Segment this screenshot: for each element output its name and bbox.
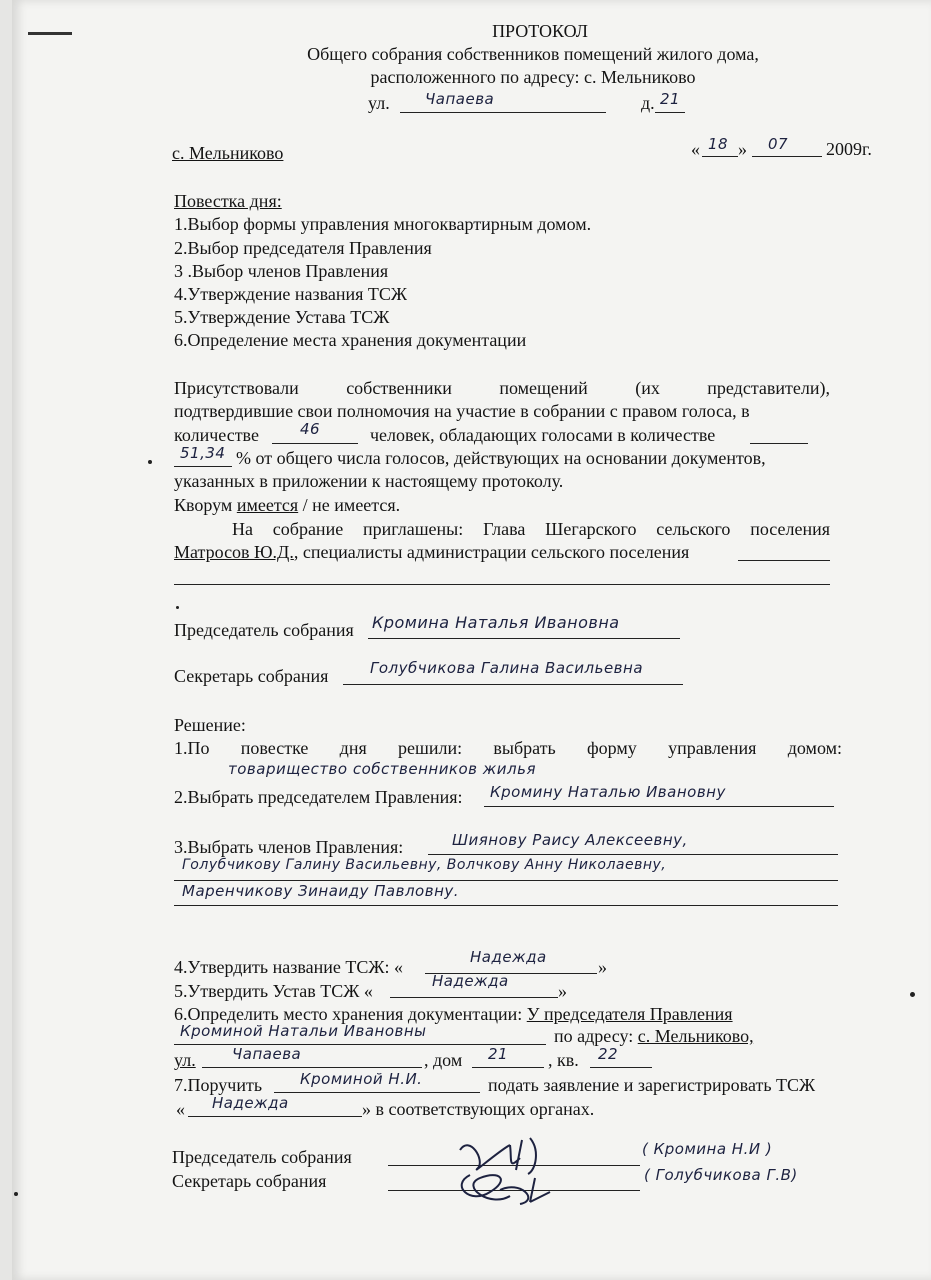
signature-scribble	[440, 1130, 580, 1210]
attendance-line-5: указанных в приложении к настоящему протоколу.	[174, 471, 564, 491]
decision-3: 3.Выбрать членов Правления:	[174, 837, 404, 857]
decision-6-dom-handwritten: 21	[488, 1045, 509, 1063]
chair-label: Председатель собрания	[174, 620, 354, 640]
agenda-title: Повестка дня:	[174, 191, 282, 211]
quorum-rest: / не имеется.	[302, 495, 401, 515]
house-handwritten: 21	[660, 90, 681, 108]
decision-5-underline	[390, 997, 558, 998]
decision-4-end: »	[598, 957, 607, 977]
agenda-item: 3 .Выбор членов Правления	[174, 261, 389, 281]
decision-6-kv-label: , кв.	[548, 1050, 579, 1070]
date-month-underline	[752, 156, 822, 157]
place: с. Мельниково	[172, 143, 284, 163]
street-prefix: ул.	[368, 93, 390, 113]
agenda-item: 5.Утверждение Устава ТСЖ	[174, 307, 390, 327]
secretary-underline	[343, 684, 683, 685]
decision-6-dom-underline	[472, 1067, 544, 1068]
secretary-label: Секретарь собрания	[174, 666, 329, 686]
attendance-line-1: Присутствовали собственники помещений (их представители),	[174, 378, 830, 398]
street-handwritten: Чапаева	[425, 90, 495, 108]
decision-7-label: 7.Поручить	[174, 1075, 263, 1095]
header-line-2: расположенного по адресу: с. Мельниково	[370, 67, 696, 87]
decision-3-handwritten-1: Шиянову Раису Алексеевну,	[452, 831, 688, 849]
decision-7-name-underline	[188, 1116, 362, 1117]
agenda-item: 2.Выбор председателя Правления	[174, 238, 432, 258]
count-handwritten: 46	[300, 420, 321, 438]
decision-6-handwritten: Кроминой Натальи Ивановны	[180, 1022, 427, 1040]
decision-3-underline-3	[174, 905, 838, 906]
attendance-line-2: подтвердившие свои полномочия на участие в собрании с правом голоса, в	[174, 401, 750, 421]
decision-title: Решение:	[174, 715, 246, 735]
decision-6-label: 6.Определить место хранения документации:	[174, 1004, 523, 1024]
agenda-item: 6.Определение места хранения документации	[174, 330, 527, 350]
decision-7-open-quote: «	[176, 1099, 185, 1119]
percent-handwritten: 51,34	[180, 444, 226, 462]
scan-mark	[28, 32, 72, 35]
secretary-handwritten: Голубчикова Галина Васильевна	[370, 659, 644, 677]
decision-7-handwritten: Кроминой Н.И.	[300, 1070, 423, 1088]
agenda-item: 1.Выбор формы управления многоквартирным домом.	[174, 214, 592, 234]
date-day-handwritten: 18	[708, 135, 729, 153]
date-month-handwritten: 07	[768, 135, 789, 153]
decision-6-street-underline	[202, 1067, 422, 1068]
decision-2-handwritten: Кромину Наталью Ивановну	[490, 783, 726, 801]
invited-rest: , специалисты администрации сельского поселения	[293, 542, 690, 562]
invited-line-2	[174, 541, 689, 563]
street-underline	[400, 112, 606, 113]
invited-name: Матросов Ю.Д.	[174, 542, 294, 562]
chair-underline	[368, 638, 680, 639]
quorum-line	[174, 494, 400, 516]
document-title: ПРОТОКОЛ	[492, 21, 588, 41]
date-open-quote: «	[691, 139, 700, 159]
decision-1: 1.По повестке дня решили: выбрать форму управления домом:	[174, 738, 842, 758]
date-year: 2009г.	[826, 139, 872, 159]
decision-6-ul: ул.	[174, 1050, 196, 1070]
signature-secretary-name-handwritten: ( Голубчикова Г.В)	[644, 1166, 798, 1184]
count-underline	[272, 443, 358, 444]
scan-speck	[910, 992, 915, 997]
decision-6-addr-label: по адресу:	[554, 1026, 634, 1046]
decision-1-handwritten: товарищество собственников жилья	[228, 760, 536, 778]
votes-underline	[750, 443, 808, 444]
decision-5-handwritten: Надежда	[432, 972, 509, 990]
signature-secretary-label: Секретарь собрания	[172, 1171, 327, 1191]
decision-5-end: »	[558, 981, 567, 1001]
date-mid-quote: »	[738, 139, 747, 159]
invited-extra-line	[174, 584, 830, 585]
invited-line-1: На собрание приглашены: Глава Шегарского сельского поселения	[232, 519, 830, 539]
decision-6-village: с. Мельниково,	[637, 1026, 754, 1046]
decision-2: 2.Выбрать председателем Правления:	[174, 787, 463, 807]
date-day-underline	[702, 156, 738, 157]
decision-6-kv-underline	[590, 1067, 652, 1068]
decision-4: 4.Утвердить название ТСЖ: «	[174, 957, 403, 977]
attendance-votes-label: человек, обладающих голосами в количестве	[370, 425, 716, 445]
decision-7-text: подать заявление и зарегистрировать ТСЖ	[488, 1075, 816, 1095]
signature-chair-label: Председатель собрания	[172, 1147, 352, 1167]
quorum-label: Кворум	[174, 495, 233, 515]
decision-6-place: У председателя Правления	[526, 1004, 733, 1024]
decision-6-address	[554, 1025, 754, 1047]
quorum-yes: имеется	[236, 495, 299, 515]
decision-7-underline	[274, 1092, 480, 1093]
attendance-count-label: количестве	[174, 425, 259, 445]
decision-3-underline-2	[174, 880, 838, 881]
decision-5: 5.Утвердить Устав ТСЖ «	[174, 981, 373, 1001]
house-underline	[655, 112, 685, 113]
decision-7-end: » в соответствующих органах.	[362, 1099, 595, 1119]
scan-speck	[14, 1192, 18, 1196]
decision-3-handwritten-2: Голубчикову Галину Васильевну, Волчкову Анну Николаевну,	[182, 857, 667, 873]
signature-chair-name-handwritten: ( Кромина Н.И )	[642, 1140, 773, 1158]
decision-3-underline-1	[428, 854, 838, 855]
decision-6-kv-handwritten: 22	[598, 1045, 619, 1063]
scan-speck	[176, 606, 179, 609]
decision-6-street-handwritten: Чапаева	[232, 1045, 302, 1063]
decision-3-handwritten-3: Маренчикову Зинаиду Павловну.	[182, 882, 460, 900]
scan-speck	[148, 460, 152, 464]
percent-underline	[174, 466, 232, 467]
chair-handwritten: Кромина Наталья Ивановна	[372, 613, 620, 632]
invited-underline	[738, 560, 830, 561]
agenda-item: 4.Утверждение названия ТСЖ	[174, 284, 407, 304]
house-prefix: д.	[641, 93, 655, 113]
decision-6-dom-label: , дом	[424, 1050, 463, 1070]
decision-7-name-handwritten: Надежда	[212, 1094, 289, 1112]
decision-4-handwritten: Надежда	[470, 948, 547, 966]
attendance-line-4: % от общего числа голосов, действующих на основании документов,	[236, 448, 766, 468]
decision-2-underline	[484, 806, 834, 807]
header-line-1: Общего собрания собственников помещений жилого дома,	[307, 44, 759, 64]
